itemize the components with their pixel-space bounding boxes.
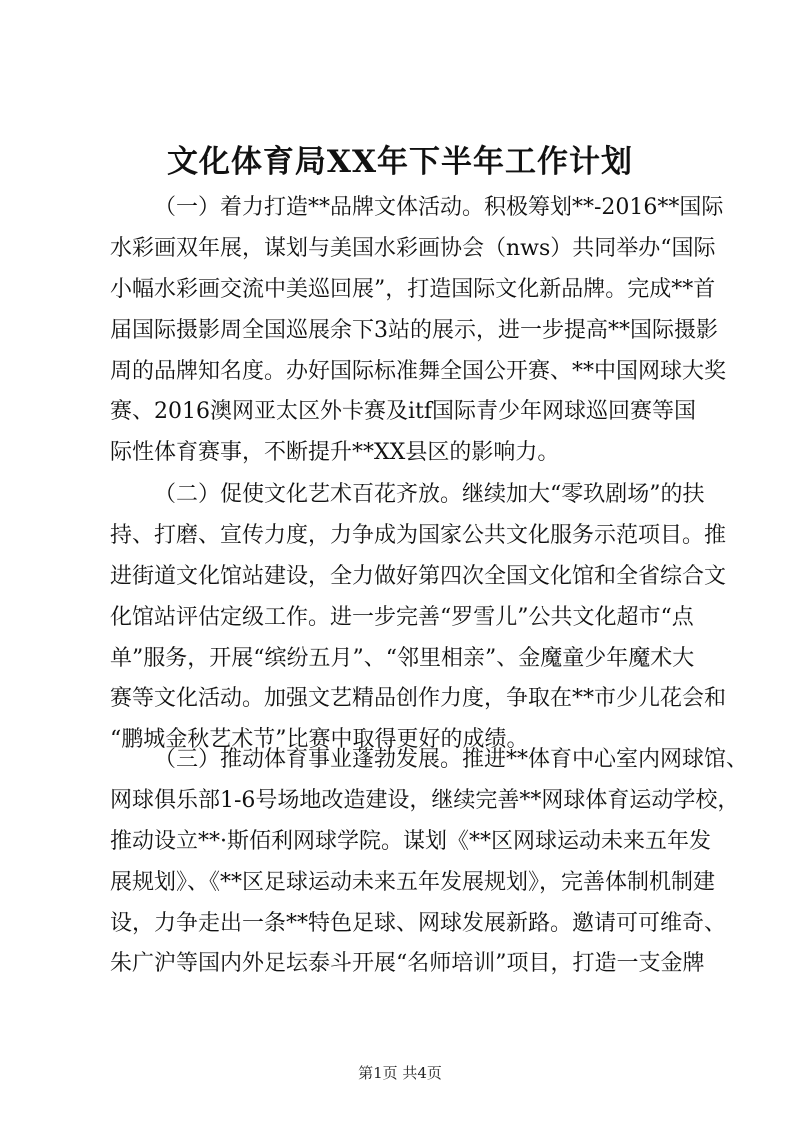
text-line: 小幅水彩画交流中美巡回展”，打造国际文化新品牌。完成**首 — [110, 276, 716, 302]
text-line: 网球俱乐部1-6号场地改造建设，继续完善**网球体育运动学校， — [110, 787, 740, 813]
text-line: 水彩画双年展，谋划与美国水彩画协会（nws）共同举办“国际 — [110, 235, 716, 261]
text-line: 届国际摄影周全国巡展余下3站的展示，进一步提高**国际摄影 — [110, 317, 718, 343]
text-line: 际性体育赛事，不断提升**XX县区的影响力。 — [110, 440, 560, 466]
text-line: 设，力争走出一条**特色足球、网球发展新路。邀请可可维奇、 — [110, 910, 727, 936]
text-line: 进街道文化馆站建设，全力做好第四次全国文化馆和全省综合文 — [110, 563, 727, 589]
page-footer: 第1页 共4页 — [358, 1064, 442, 1082]
paragraph-brand-activities — [110, 188, 727, 474]
text-line: 赛等文化活动。加强文艺精品创作力度，争取在**市少儿花会和 — [110, 686, 727, 712]
text-line: 朱广沪等国内外足坛泰斗开展“名师培训”项目，打造一支金牌 — [110, 951, 705, 977]
text-line: 推动设立**·斯佰利网球学院。谋划《**区网球运动未来五年发 — [110, 828, 711, 854]
paragraph-culture-arts — [110, 475, 727, 761]
text-line: 周的品牌知名度。办好国际标准舞全国公开赛、**中国网球大奖 — [110, 358, 727, 384]
text-line: （一）着力打造**品牌文体活动。积极筹划**-2016**国际 — [154, 195, 724, 220]
text-line: “鹏城金秋艺术节”比赛中取得更好的成绩。 — [110, 727, 529, 753]
paragraph-sports-development — [110, 740, 749, 985]
text-line: （二）促使文化艺术百花齐放。继续加大“零玖剧场”的扶 — [154, 482, 705, 507]
document-title: 文化体育局XX年下半年工作计划 — [166, 144, 634, 180]
text-line: （三）推动体育事业蓬勃发展。推进**体育中心室内网球馆、 — [154, 747, 749, 772]
text-line: 赛、2016澳网亚太区外卡赛及itf国际青少年网球巡回赛等国 — [110, 399, 697, 425]
text-line: 化馆站评估定级工作。进一步完善“罗雪儿”公共文化超市“点 — [110, 604, 694, 630]
text-line: 持、打磨、宣传力度，力争成为国家公共文化服务示范项目。推 — [110, 522, 727, 548]
text-line: 展规划》、《**区足球运动未来五年发展规划》，完善体制机制建 — [110, 869, 716, 895]
text-line: 单”服务，开展“缤纷五月”、“邻里相亲”、金魔童少年魔术大 — [110, 645, 695, 671]
